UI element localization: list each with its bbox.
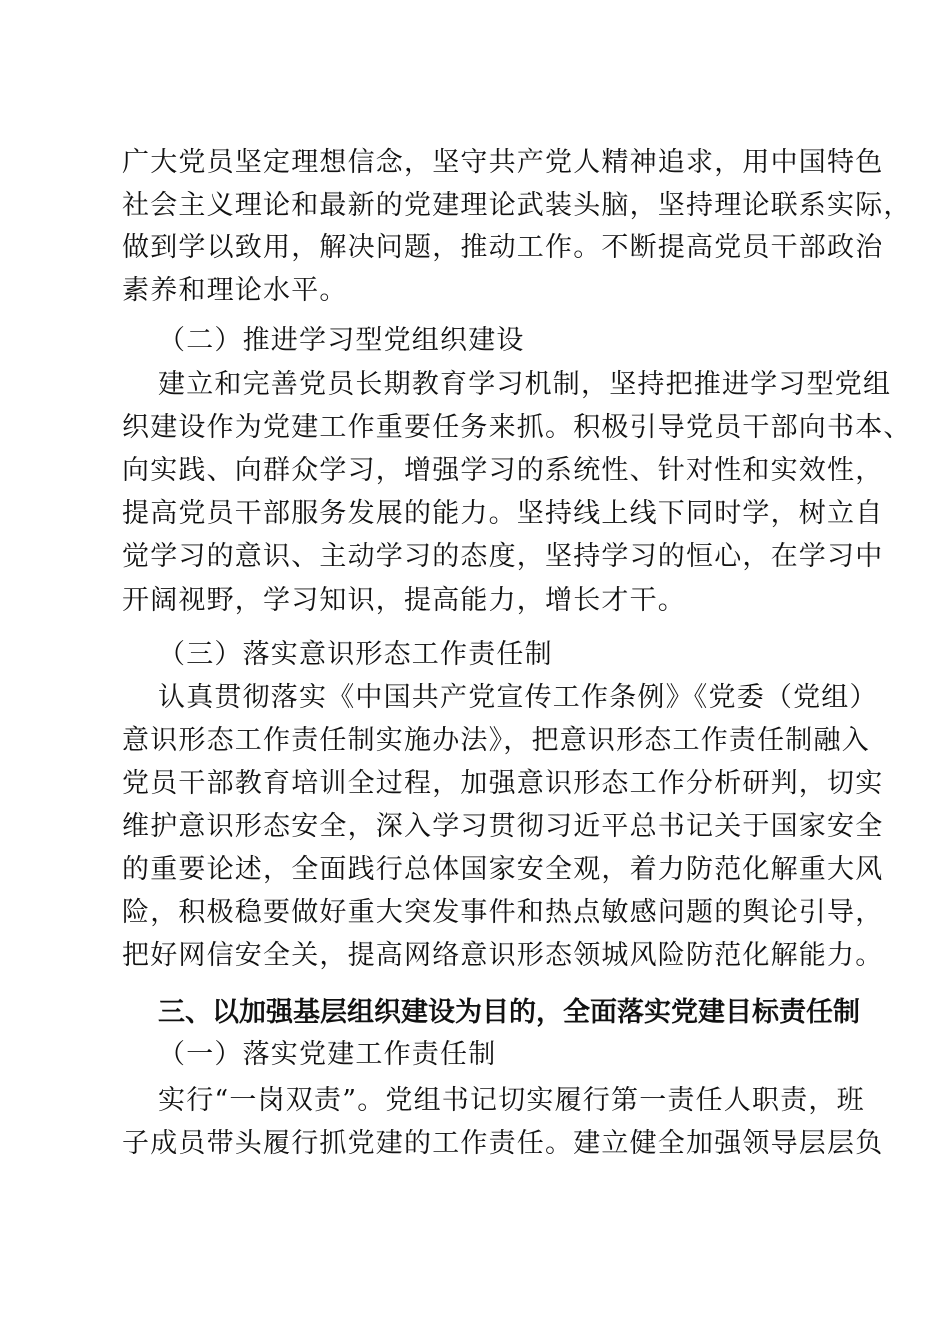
paragraph-line: 建立和完善党员长期教育学习机制，坚持把推进学习型党组 (158, 369, 892, 400)
subsection-heading: （一）落实党建工作责任制 (158, 1039, 497, 1070)
paragraph-line: 意识形态工作责任制实施办法》，把意识形态工作责任制融入 (122, 725, 870, 756)
paragraph-line: 素养和理论水平。 (122, 275, 348, 306)
paragraph-line: 党员干部教育培训全过程，加强意识形态工作分析研判，切实 (122, 768, 884, 799)
paragraph-line: 子成员带头履行抓党建的工作责任。建立健全加强领导层层负 (122, 1128, 884, 1159)
paragraph-line: 向实践、向群众学习，增强学习的系统性、针对性和实效性， (122, 455, 884, 486)
paragraph-line: 险，积极稳要做好重大突发事件和热点敏感问题的舆论引导， (122, 897, 884, 928)
paragraph-line: 维护意识形态安全，深入学习贯彻习近平总书记关于国家安全 (122, 811, 884, 842)
paragraph-line: 的重要论述，全面践行总体国家安全观，着力防范化解重大风 (122, 854, 884, 885)
paragraph-line: 做到学以致用，解决问题，推动工作。不断提高党员干部政治 (122, 232, 884, 263)
subsection-heading: （三）落实意识形态工作责任制 (158, 639, 553, 670)
paragraph-line: 觉学习的意识、主动学习的态度，坚持学习的恒心，在学习中 (122, 541, 884, 572)
paragraph-line: 开阔视野，学习知识，提高能力，增长才干。 (122, 585, 686, 616)
paragraph-line: 认真贯彻落实《中国共产党宣传工作条例》《党委（党组） (158, 682, 878, 713)
paragraph-line: 实行“一岗双责”。党组书记切实履行第一责任人职责，班 (158, 1085, 865, 1116)
paragraph-line: 提高党员干部服务发展的能力。坚持线上线下同时学，树立自 (122, 498, 884, 529)
paragraph-line: 织建设作为党建工作重要任务来抓。积极引导党员干部向书本、 (122, 412, 912, 443)
section-heading: 三、以加强基层组织建设为目的，全面落实党建目标责任制 (158, 997, 860, 1028)
paragraph-line: 社会主义理论和最新的党建理论武装头脑，坚持理论联系实际， (122, 190, 912, 221)
paragraph-line: 广大党员坚定理想信念，坚守共产党人精神追求，用中国特色 (122, 147, 884, 178)
paragraph-line: 把好网信安全关，提高网络意识形态领城风险防范化解能力。 (122, 940, 884, 971)
subsection-heading: （二）推进学习型党组织建设 (158, 325, 525, 356)
